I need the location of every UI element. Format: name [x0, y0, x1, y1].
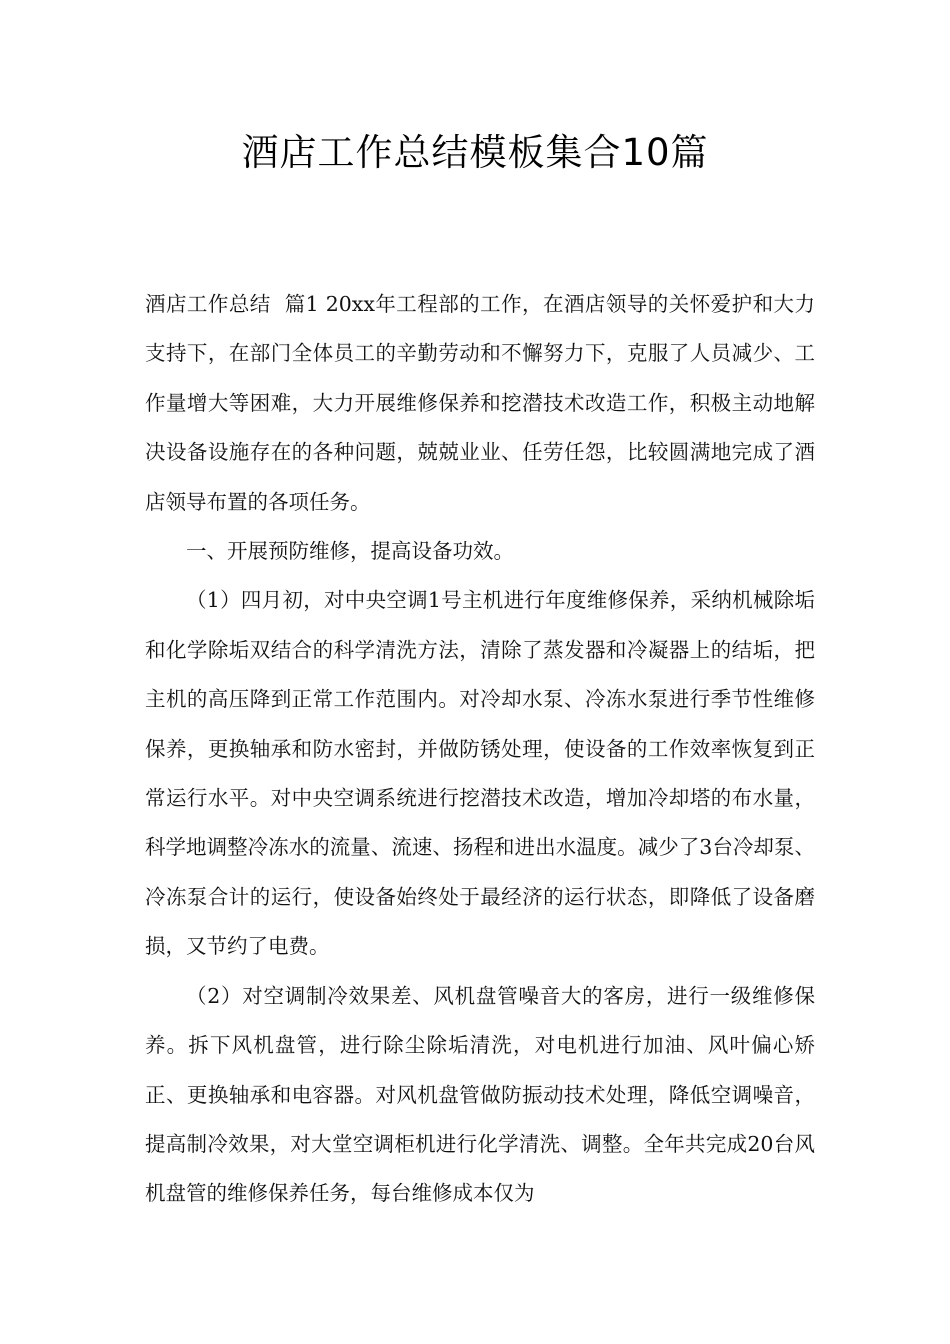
- document-body: [145, 280, 815, 1219]
- spacer: [319, 292, 326, 316]
- paragraph-intro: [145, 280, 815, 527]
- section-label: 酒店工作总结 篇1: [145, 292, 319, 316]
- paragraph-item-1: （1）四月初，对中央空调1号主机进行年度维修保养，采纳机械除垢和化学除垢双结合的科学清洗方法，清除了蒸发器和冷凝器上的结垢，把主机的高压降到正常工作范围内。对冷却水泵、冷冻水泵进行季节性维修保养，更换轴承和防水密封，并做防锈处理，使设备的工作效率恢复到正常运行水平。对中央空调系统进行挖潜技术改造，增加冷却塔的布水量，科学地调整冷冻水的流量、流速、扬程和进出水温度。减少了3台冷却泵、冷冻泵合计的运行，使设备始终处于最经济的运行状态，即降低了设备磨损，又节约了电费。: [145, 588, 815, 959]
- paragraph-text: 20xx年工程部的工作，在酒店领导的关怀爱护和大力支持下，在部门全体员工的辛勤劳动和不懈努力下，克服了人员减少、工作量增大等困难，大力开展维修保养和挖潜技术改造工作，积极主动地解决设备设施存在的各种问题，兢兢业业、任劳任怨，比较圆满地完成了酒店领导布置的各项任务。: [145, 292, 815, 514]
- paragraph-item-2: （2）对空调制冷效果差、风机盘管噪音大的客房，进行一级维修保养。拆下风机盘管，进行除尘除垢清洗，对电机进行加油、风叶偏心矫正、更换轴承和电容器。对风机盘管做防振动技术处理，降低空调噪音，提高制冷效果，对大堂空调柜机进行化学清洗、调整。全年共完成20台风机盘管的维修保养任务，每台维修成本仅为: [145, 983, 815, 1206]
- document-title: 酒店工作总结模板集合10篇: [241, 131, 709, 174]
- section-heading: 一、开展预防维修，提高设备功效。: [186, 539, 514, 564]
